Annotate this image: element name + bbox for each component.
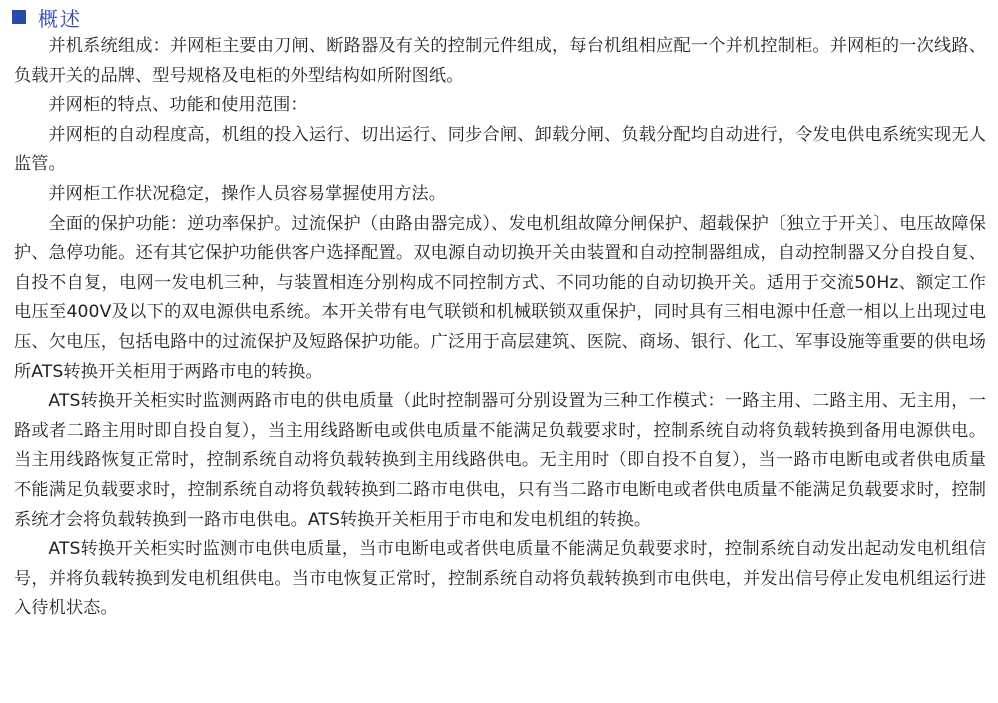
paragraph-automation: 并网柜的自动程度高，机组的投入运行、切出运行、同步合闸、卸载分闸、负载分配均自动进行，令发电供电系统实现无人监管。 xyxy=(14,124,986,175)
paragraph-ats-generator: ATS转换开关柜实时监测市电供电质量，当市电断电或者供电质量不能满足负载要求时，控制系统自动发出起动发电机组信号，并将负载转换到发电机组供电。当市电恢复正常时，控制系统自动将负载转换到市电供电，并发出信号停止发电机组运行进入待机状态。 xyxy=(14,539,986,619)
document-body xyxy=(14,32,986,624)
square-bullet-icon xyxy=(12,10,26,24)
paragraph-protection: 全面的保护功能：逆功率保护。过流保护（由路由器完成）、发电机组故障分闸保护、超载保护〔独立于开关〕、电压故障保护、急停功能。还有其它保护功能供客户选择配置。双电源自动切换开关由装置和自动控制器组成，自动控制器又分自投自复、自投不自复，电网一发电机三种，与装置相连分别构成不同控制方式、不同功能的自动切换开关。适用于交流50Hz、额定工作电压至400V及以下的双电源供电系统。本开关带有电气联锁和机械联锁双重保护，同时具有三相电源中任意一相以上出现过电压、欠电压，包括电路中的过流保护及短路保护功能。广泛用于高层建筑、医院、商场、银行、化工、军事设施等重要的供电场所ATS转换开关柜用于两路市电的转换。 xyxy=(14,213,986,382)
paragraph-features-heading: 并网柜的特点、功能和使用范围： xyxy=(48,95,308,116)
section-title: 概述 xyxy=(38,6,82,31)
section-heading xyxy=(12,4,82,30)
paragraph-stability: 并网柜工作状况稳定，操作人员容易掌握使用方法。 xyxy=(48,183,447,204)
paragraph-system-composition: 并机系统组成：并网柜主要由刀闸、断路器及有关的控制元件组成，每台机组相应配一个并机控制柜。并网柜的一次线路、负载开关的品牌、型号规格及电柜的外型结构如所附图纸。 xyxy=(14,36,986,86)
paragraph-ats-dual-mains: ATS转换开关柜实时监测两路市电的供电质量（此时控制器可分别设置为三种工作模式：一路主用、二路主用、无主用，一路或者二路主用时即自投自复），当主用线路断电或供电质量不能满足负载要求时，控制系统自动将负载转换到备用电源供电。当主用线路恢复正常时，控制系统自动将负载转换到主用线路供电。无主用时（即自投不自复），当一路市电断电或者供电质量不能满足负载要求时，控制系统自动将负载转换到二路市电供电，只有当二路市电断电或者供电质量不能满足负载要求时，控制系统才会将负载转换到一路市电供电。ATS转换开关柜用于市电和发电机组的转换。 xyxy=(14,391,986,530)
